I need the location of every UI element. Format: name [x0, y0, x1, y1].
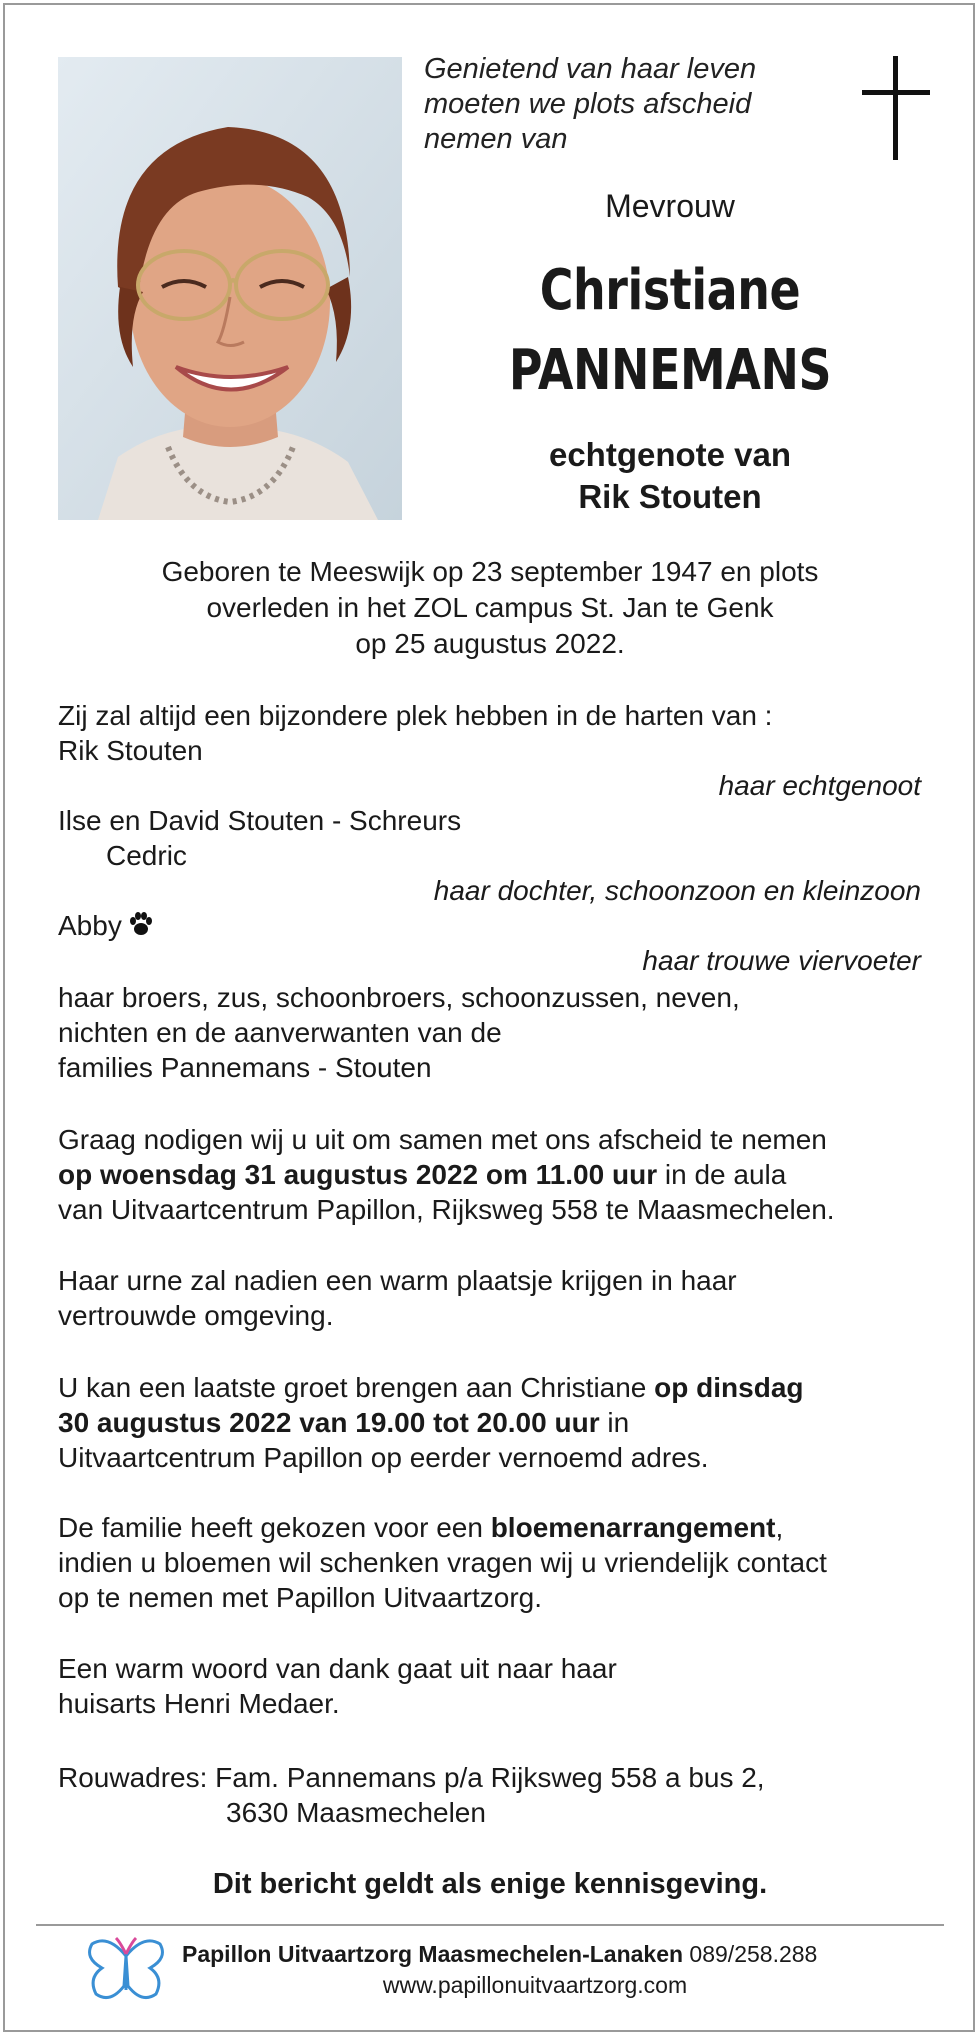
intro-text [424, 52, 756, 157]
visit-paragraph [58, 1370, 938, 1475]
intro-line: moeten we plots afscheid [424, 88, 752, 120]
pet-name: Abby [58, 910, 122, 941]
address-line: 3630 Maasmechelen [226, 1797, 486, 1828]
ceremony-date: op woensdag 31 augustus 2022 om 11.00 uur [58, 1159, 658, 1190]
flowers-line: op te nemen met Papillon Uitvaartzorg. [58, 1582, 543, 1613]
visit-date-time: 30 augustus 2022 van 19.00 tot 20.00 uur [58, 1407, 600, 1438]
thanks-line: Een warm woord van dank gaat uit naar haar [58, 1653, 617, 1684]
urn-paragraph [58, 1263, 938, 1333]
ceremony-line: Graag nodigen wij u uit om samen met ons afscheid te nemen [58, 1124, 827, 1155]
grandson-name: Cedric [106, 840, 187, 871]
visit-in: in [599, 1407, 630, 1438]
flowers-line: indien u bloemen wil schenken vragen wij u vriendelijk contact [58, 1547, 827, 1578]
closing-notice: Dit bericht geldt als enige kennisgeving. [212, 1868, 768, 1900]
flowers-paragraph [58, 1510, 938, 1615]
footer-divider [36, 1924, 944, 1926]
ceremony-location-start: in de aula [657, 1159, 787, 1190]
visit-text: U kan een laatste groet brengen aan Christiane [58, 1372, 655, 1403]
other-family [58, 980, 938, 1085]
ceremony-paragraph [58, 1122, 938, 1227]
ceremony-line [58, 1157, 938, 1192]
spouse-label: echtgenote van [548, 436, 792, 473]
salutation: Mevrouw [605, 188, 735, 224]
flowers-line [58, 1510, 938, 1545]
family-intro: Zij zal altijd een bijzondere plek hebben in de harten van : [58, 700, 773, 731]
thanks-paragraph [58, 1651, 938, 1721]
birth-death-line: overleden in het ZOL campus St. Jan te Genk [206, 592, 774, 623]
paw-icon [128, 911, 154, 944]
portrait-photo [58, 57, 402, 520]
husband-role: haar echtgenoot [718, 770, 921, 801]
flowers-text: De familie heeft gekozen voor een [58, 1512, 491, 1543]
visit-day: op dinsdag [654, 1372, 804, 1403]
visit-line: Uitvaartcentrum Papillon op eerder vernoemd adres. [58, 1442, 709, 1473]
birth-death-text [58, 554, 922, 662]
intro-line: Genietend van haar leven [424, 53, 757, 85]
pet-line [58, 910, 154, 944]
thanks-line: huisarts Henri Medaer. [58, 1688, 340, 1719]
deceased-last-name: PANNEMANS [508, 338, 832, 403]
flowers-comma: , [775, 1512, 784, 1543]
visit-line [58, 1370, 938, 1405]
footer-company [182, 1941, 817, 1968]
ceremony-line: van Uitvaartcentrum Papillon, Rijksweg 558 te Maasmechelen. [58, 1194, 835, 1225]
spouse-name: Rik Stouten [578, 478, 762, 515]
birth-death-line: op 25 augustus 2022. [355, 628, 625, 659]
urn-line: Haar urne zal nadien een warm plaatsje krijgen in haar [58, 1265, 737, 1296]
address-line: Rouwadres: Fam. Pannemans p/a Rijksweg 558 a bus 2, [58, 1762, 765, 1793]
daughter-name: Ilse en David Stouten - Schreurs [58, 805, 462, 836]
company-website[interactable]: www.papillonuitvaartzorg.com [382, 1972, 688, 1998]
visit-line [58, 1405, 938, 1440]
butterfly-logo-icon [86, 1936, 166, 2004]
cross-icon [862, 56, 930, 160]
birth-death-line: Geboren te Meeswijk op 23 september 1947 en plots [161, 556, 819, 587]
other-family-line: haar broers, zus, schoonbroers, schoonzussen, neven, [58, 982, 740, 1013]
intro-line: nemen van [424, 123, 568, 155]
urn-line: vertrouwde omgeving. [58, 1300, 334, 1331]
address-paragraph [58, 1760, 938, 1830]
other-family-line: families Pannemans - Stouten [58, 1052, 432, 1083]
deceased-first-name: Christiane [539, 258, 801, 323]
company-name: Papillon Uitvaartzorg Maasmechelen-Lanaken [182, 1941, 684, 1967]
flowers-keyword: bloemenarrangement [490, 1512, 776, 1543]
daughter-role: haar dochter, schoonzoon en kleinzoon [433, 875, 921, 906]
company-phone: 089/258.288 [683, 1941, 818, 1967]
pet-role: haar trouwe viervoeter [642, 945, 921, 976]
husband-name: Rik Stouten [58, 735, 203, 766]
other-family-line: nichten en de aanverwanten van de [58, 1017, 502, 1048]
